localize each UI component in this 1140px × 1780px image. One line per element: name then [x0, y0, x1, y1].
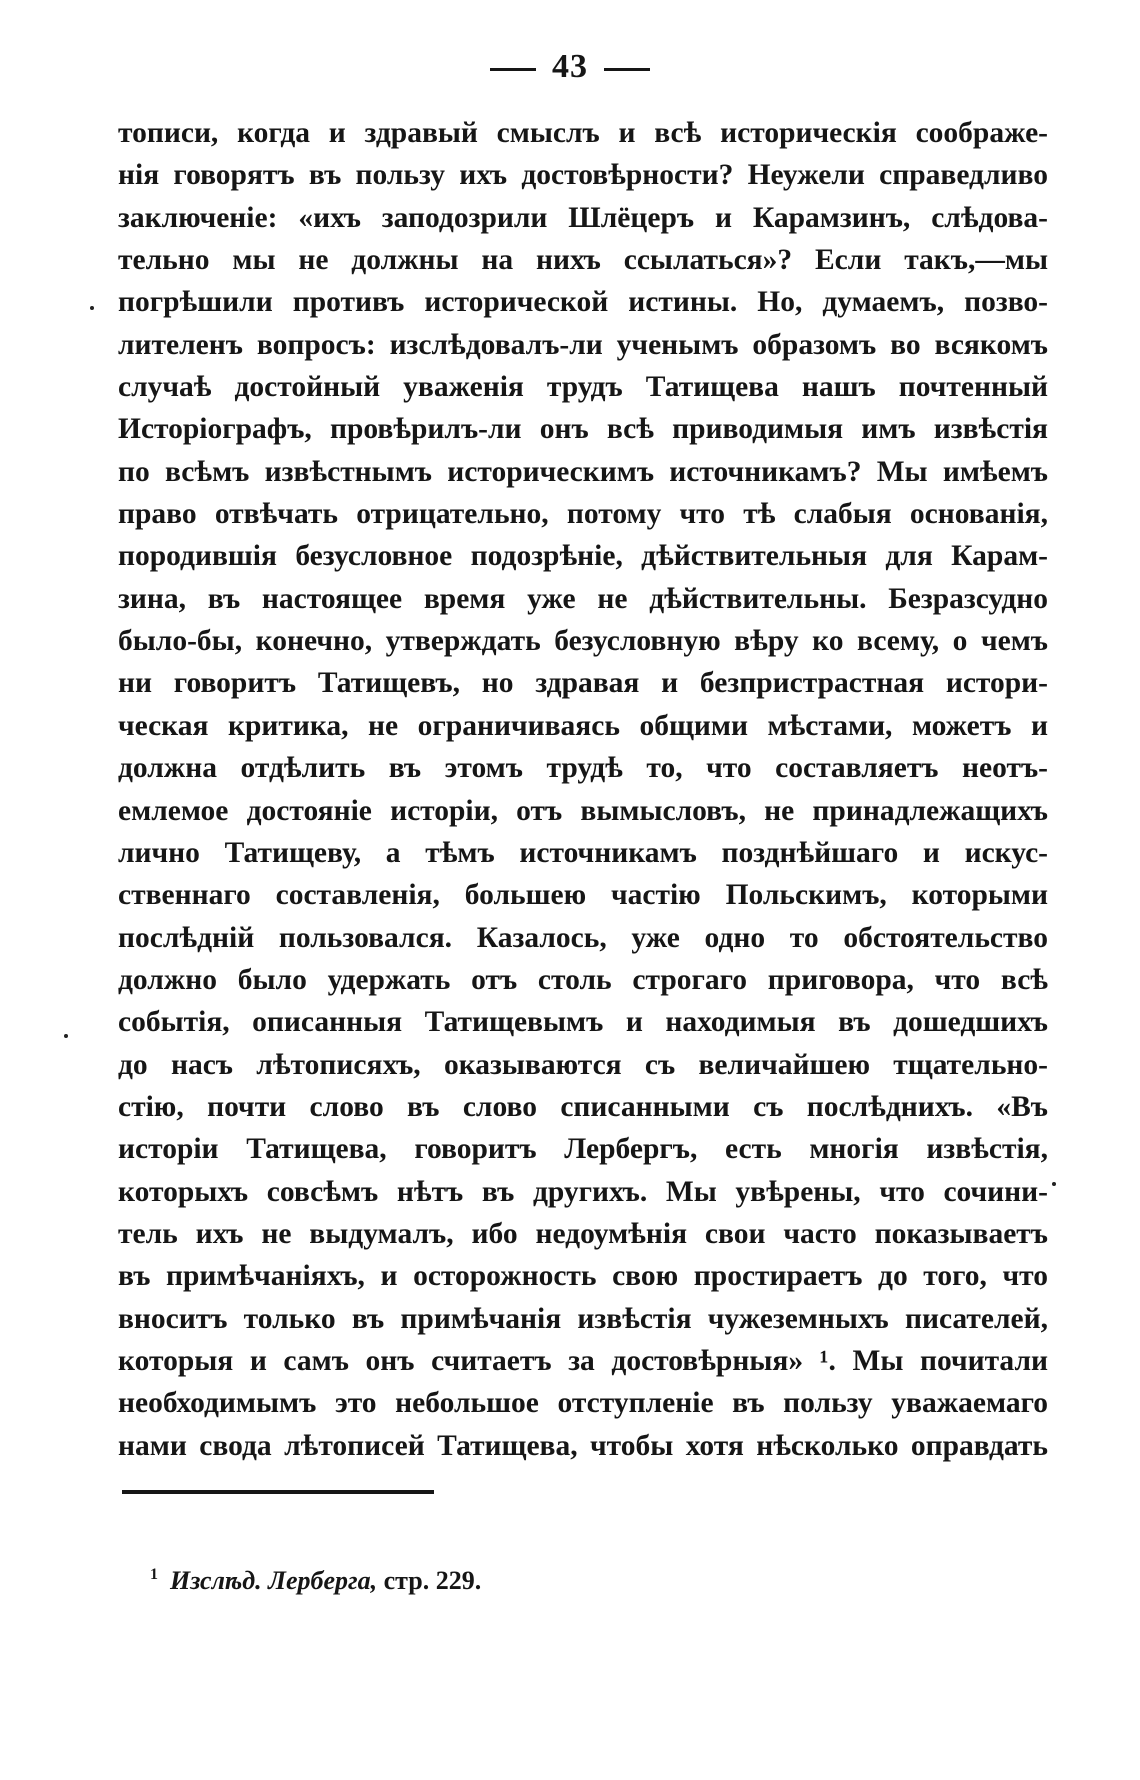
text-line: емлемое достояніе исторіи, отъ вымысловъ, не принадлежащихъ: [118, 794, 1048, 827]
text-line: событія, описанныя Татищевымъ и находимыя въ дошедшихъ: [118, 1006, 1048, 1039]
text-line: послѣдній пользовался. Казалось, уже одно то обстоятельство: [118, 921, 1048, 954]
text-line: тель ихъ не выдумалъ, ибо недоумѣнія свои часто показываетъ: [118, 1217, 1048, 1250]
text-line: ственнаго составленія, большею частію Польскимъ, которыми: [118, 879, 1048, 912]
footnote-marker: 1: [150, 1566, 158, 1584]
left-dash: [490, 68, 536, 71]
text-line: въ примѣчаніяхъ, и осторожность свою простираетъ до того, что: [118, 1260, 1048, 1293]
text-line: которыя и самъ онъ считаетъ за достовѣрныя» ¹. Мы почитали: [118, 1344, 1048, 1377]
text-line: которыхъ совсѣмъ нѣтъ въ другихъ. Мы увѣрены, что сочини-: [118, 1175, 1048, 1208]
text-line: вноситъ только въ примѣчанія извѣстія чужеземныхъ писателей,: [118, 1302, 1048, 1335]
text-line: нами свода лѣтописей Татищева, чтобы хотя нѣсколько оправдать: [118, 1429, 1048, 1462]
footnote-page-ref: стр. 229.: [383, 1566, 482, 1595]
text-line: заключеніе: «ихъ заподозрили Шлёцеръ и Карамзинъ, слѣдова-: [118, 201, 1048, 234]
text-line: зина, въ настоящее время уже не дѣйствительны. Безразсудно: [118, 582, 1048, 615]
text-line: исторіи Татищева, говоритъ Лербергъ, есть многія извѣстія,: [118, 1133, 1048, 1166]
text-line: должна отдѣлить въ этомъ трудѣ то, что составляетъ неотъ-: [118, 752, 1048, 785]
text-line: было-бы, конечно, утверждать безусловную вѣру ко всему, о чемъ: [118, 625, 1048, 658]
footnote-divider: [122, 1490, 434, 1494]
text-line: нія говорятъ въ пользу ихъ достовѣрности? Неужели справедливо: [118, 159, 1048, 192]
print-speck: [1052, 1182, 1056, 1186]
text-line: право отвѣчать отрицательно, потому что тѣ слабыя основанія,: [118, 498, 1048, 531]
text-line: тописи, когда и здравый смыслъ и всѣ историческія соображе-: [118, 117, 1048, 149]
text-line: Исторіографъ, провѣрилъ-ли онъ всѣ приводимыя имъ извѣстія: [118, 413, 1048, 446]
text-line: лично Татищеву, а тѣмъ источникамъ позднѣйшаго и искус-: [118, 836, 1048, 869]
right-dash: [604, 68, 650, 71]
print-speck: [90, 306, 94, 310]
text-line: погрѣшили противъ исторической истины. Но, думаемъ, позво-: [118, 286, 1048, 319]
text-line: до насъ лѣтописяхъ, оказываются съ величайшею тщательно-: [118, 1048, 1048, 1081]
text-line: должно было удержать отъ столь строгаго приговора, что всѣ: [118, 963, 1048, 996]
text-line: лителенъ вопросъ: изслѣдовалъ-ли ученымъ образомъ во всякомъ: [118, 328, 1048, 361]
text-line: породившія безусловное подозрѣніе, дѣйствительныя для Карам-: [118, 540, 1048, 573]
text-line: по всѣмъ извѣстнымъ историческимъ источникамъ? Мы имѣемъ: [118, 455, 1048, 488]
text-line: ни говоритъ Татищевъ, но здравая и безпристрастная истори-: [118, 667, 1048, 700]
page-number: 43: [552, 48, 588, 85]
text-line: случаѣ достойный уваженія трудъ Татищева нашъ почтенный: [118, 371, 1048, 404]
text-line: необходимымъ это небольшое отступленіе въ пользу уважаемаго: [118, 1387, 1048, 1420]
footnote-source: Изслѣд. Лерберга,: [170, 1566, 378, 1595]
text-line: стію, почти слово въ слово списанными съ послѣднихъ. «Въ: [118, 1090, 1048, 1123]
text-line: тельно мы не должны на нихъ ссылаться»? Если такъ,—мы: [118, 244, 1048, 277]
body-text: [118, 112, 1048, 1467]
text-line: ческая критика, не ограничиваясь общими мѣстами, можетъ и: [118, 709, 1048, 742]
page-number-header: [0, 48, 1140, 86]
print-speck: [64, 1034, 68, 1038]
footnote: [150, 1566, 481, 1596]
